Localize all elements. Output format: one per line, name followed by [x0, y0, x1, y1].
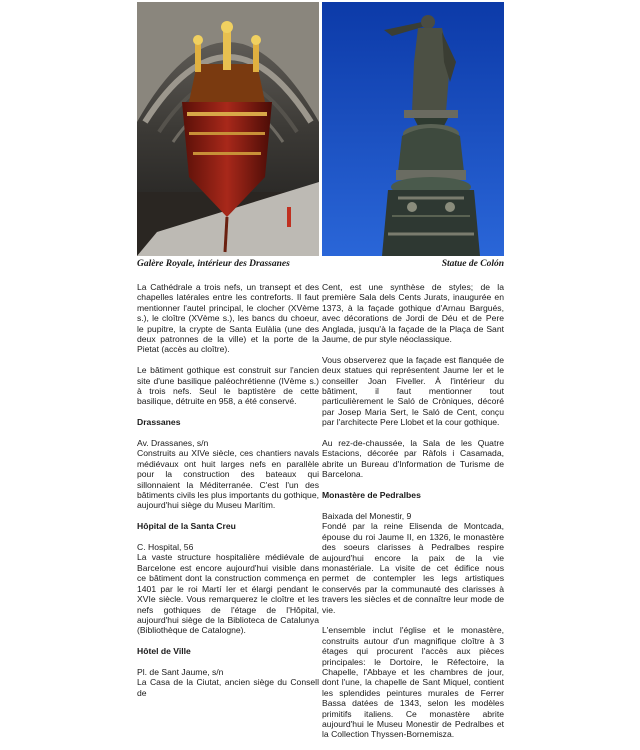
columbus-statue-photo	[322, 2, 504, 256]
drassanes-address: Av. Drassanes, s/n	[137, 438, 209, 449]
hopital-text: La vaste structure hospitalière médiévale de Barcelone est encore aujourd'hui visible dans ce bâtiment dont la construction commença en 1401 par le roi Martí Ier et élargi pendant le XVIe siècle. Vous remarquerez le cloître et les nefs gothiques de l'étage de l'Hôpital, aujourd'hui siège de la Biblioteca de Catalunya (Bibliothèque de Catalogne).	[137, 552, 319, 636]
hopital-heading: Hôpital de la Santa Creu	[137, 521, 236, 532]
galley-photo	[137, 2, 319, 256]
hopital-address: C. Hospital, 56	[137, 542, 194, 553]
hotel-de-ville-address: Pl. de Sant Jaume, s/n	[137, 666, 224, 677]
pedralbes-text: Fondé par la reine Elisenda de Montcada, épouse du roi Jaume II, en 1326, le monastère des soeurs clarisses à Pedralbes respire aujourd'hui encore la paix de la vie monastériale. La visite de cet édifice nous permet de contempler les legs artistiques conservés par la communauté des clarisses à travers les siècles et de connaître leur mode de vie.	[322, 521, 504, 615]
right-photo-caption: Statue de Colón	[441, 259, 504, 269]
drassanes-heading: Drassanes	[137, 417, 181, 428]
hotel-de-ville-text: La Casa de la Ciutat, ancien siège du Consell de	[137, 677, 319, 698]
cathedral-paragraph: La Cathédrale a trois nefs, un transept et des chapelles latérales entre les contreforts. Il faut mentionner l'autel principal, le clocher (XVème s.), le cloître (XVème s.), les bancs du choeur, le pupitre, la crypte de Santa Eulàlia (une des deux patronnes de la ville) et la porte de la Pietat (accès au cloître).	[137, 282, 319, 355]
pedralbes-heading: Monastère de Pedralbes	[322, 490, 421, 501]
casa-ciutat-paragraph: Cent, est une synthèse de styles; de la première Sala dels Cents Jurats, inaugurée en 1373, à la façade gothique d'Arnau Bargués, avec décorations de Jordi de Déu et de Pere Anglada, jusqu'à la façade de la Plaça de Sant Jaume, de pur style néoclassique.	[322, 282, 504, 345]
basilica-paragraph: Le bâtiment gothique est construit sur l'ancien site d'une basilique paléochrétienne (IVème s.) à trois nefs. Seul le baptistère de cette basilique, détruite en 958, a été conservé.	[137, 365, 319, 407]
pedralbes-ensemble-paragraph: L'ensemble inclut l'église et le monastère, construits autour d'un magnifique cloître à 3 étages qui procurent l'accès aux pièces principales: le Dortoire, le Réfectoire, la Chapelle, l'Abbaye et les chambres de jour, dont l'une, la chapelle de Sant Miquel, contient les splendides peintures murales de Ferrer Bassa datées de 1343, selon les modèles primitifs italiens. Ce monastère abrite aujourd'hui le Museu Monestir de Pedralbes et la Collection Thyssen-Bornemisza.	[322, 625, 504, 740]
tourism-office-paragraph: Au rez-de-chaussée, la Sala de les Quatre Estacions, décorée par Ràfols i Casamada, abrite un Bureau d'Information de Turisme de Barcelona.	[322, 438, 504, 480]
pedralbes-address: Baixada del Monestir, 9	[322, 510, 412, 521]
left-text-column	[137, 282, 319, 709]
hotel-de-ville-heading: Hôtel de Ville	[137, 646, 191, 657]
drassanes-text: Construits au XIVe siècle, ces chantiers navals médiévaux ont huit larges nefs en parallèle pour la construction des bateaux qui sillonnaient la Méditerranée. C'est l'un des bâtiments civils les plus importants du gothique, aujourd'hui siège du Museu Marítim.	[137, 448, 319, 511]
left-photo-caption: Galère Royale, intérieur des Drassanes	[137, 259, 290, 269]
right-text-column	[322, 282, 504, 750]
statues-paragraph: Vous observerez que la façade est flanquée de deux statues qui représentent Jaume Ier et le conseiller Joan Fiveller. À l'intérieur du bâtiment, il faut mentionner tout particulièrement le Saló de Cròniques, décoré par Josep Maria Sert, le Saló de Cent, conçu par l'architecte Pere Llobet et la cour gothique.	[322, 354, 504, 428]
